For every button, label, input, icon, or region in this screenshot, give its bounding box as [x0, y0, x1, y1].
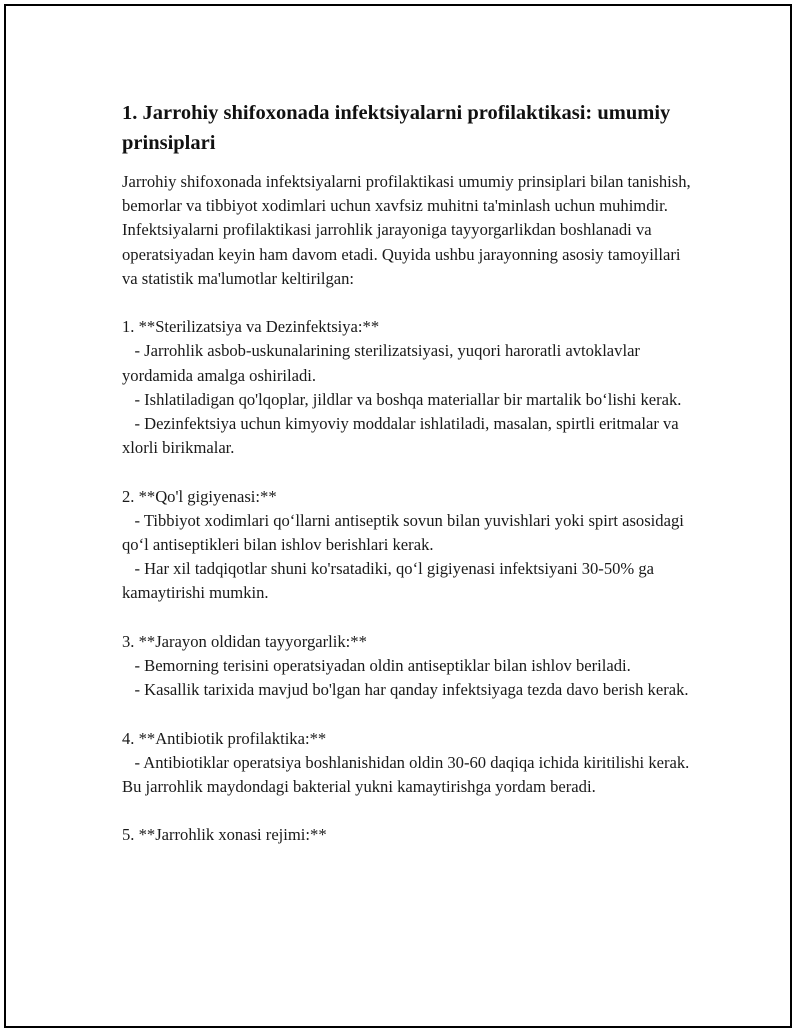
section-heading: 2. **Qo'l gigiyenasi:**	[122, 486, 277, 506]
section-1	[122, 315, 694, 460]
bullet-item: - Ishlatiladigan qo'lqoplar, jildlar va boshqa materiallar bir martalik bo‘lishi kerak.	[122, 389, 682, 409]
spacer	[122, 702, 694, 726]
section-3	[122, 630, 694, 703]
bullet-item: - Har xil tadqiqotlar shuni ko'rsatadiki, qo‘l gigiyenasi infektsiyani 30-50% ga kamaytirishi mumkin.	[122, 559, 659, 603]
section-heading: 4. **Antibiotik profilaktika:**	[122, 728, 327, 748]
bullet-item: - Kasallik tarixida mavjud bo'lgan har qanday infektsiyaga tezda davo berish kerak.	[122, 680, 689, 700]
document-title: 1. Jarrohiy shifoxonada infektsiyalarni profilaktikasi: umumiy prinsiplari	[122, 102, 671, 154]
document-content	[122, 98, 694, 848]
bullet-item: - Bemorning terisini operatsiyadan oldin antiseptiklar bilan ishlov beriladi.	[122, 656, 631, 676]
bullet-item: - Tibbiyot xodimlari qo‘llarni antiseptik sovun bilan yuvishlari yoki spirt asosidagi qo‘l antiseptikleri bilan ishlov berishlari kerak.	[122, 510, 689, 555]
section-heading: 5. **Jarrohlik xonasi rejimi:**	[122, 825, 327, 845]
document-page	[4, 4, 792, 1028]
section-heading: 1. **Sterilizatsiya va Dezinfektsiya:**	[122, 317, 380, 337]
bullet-item: - Dezinfektsiya uchun kimyoviy moddalar ishlatiladi, masalan, spirtli eritmalar va xlorli birikmalar.	[122, 414, 683, 458]
section-heading: 3. **Jarayon oldidan tayyorgarlik:**	[122, 631, 367, 651]
bullet-item: - Antibiotiklar operatsiya boshlanishidan oldin 30-60 daqiqa ichida kiritilishi kerak. Bu jarrohlik maydondagi bakterial yukni kamaytirishga yordam beradi.	[122, 752, 694, 797]
spacer	[122, 460, 694, 484]
spacer	[122, 799, 694, 823]
section-5	[122, 823, 694, 847]
spacer	[122, 606, 694, 630]
section-2	[122, 485, 694, 606]
section-4	[122, 727, 694, 800]
bullet-item: - Jarrohlik asbob-uskunalarining sterilizatsiyasi, yuqori haroratli avtoklavlar yordamida amalga oshiriladi.	[122, 341, 645, 385]
intro-paragraph: Jarrohiy shifoxonada infektsiyalarni profilaktikasi umumiy prinsiplari bilan tanishish, bemorlar va tibbiyot xodimlari uchun xavfsiz muhitni ta'minlash uchun muhimdir. Infektsiyalarni profilaktikasi jarrohlik jarayoniga tayyorgarlikdan boshlanadi va operatsiyadan keyin ham davom etadi. Quyida ushbu jarayonning asosiy tamoyillari va statistik ma'lumotlar keltirilgan:	[122, 172, 695, 288]
spacer	[122, 291, 694, 315]
